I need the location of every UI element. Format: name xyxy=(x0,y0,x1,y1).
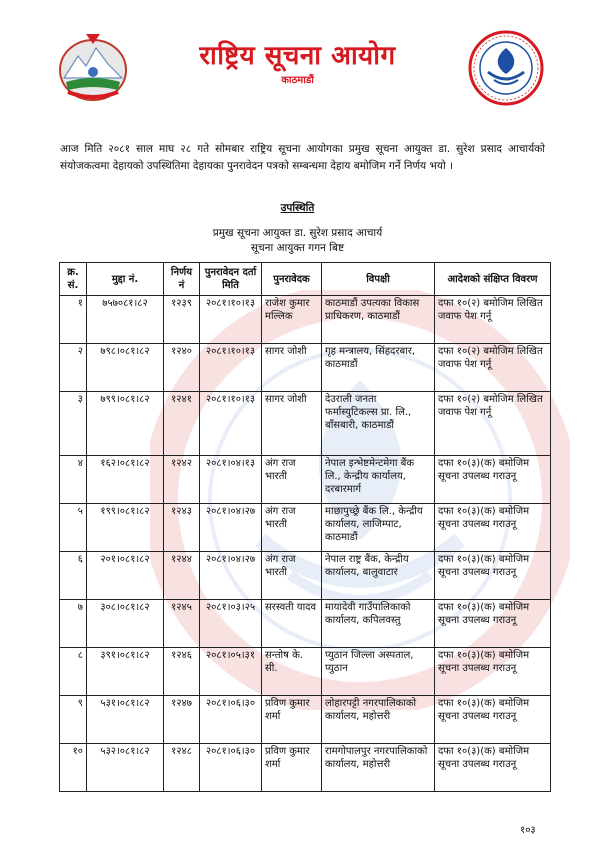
cell-appellant: अंग राज भारती xyxy=(262,504,322,552)
cell-case-no: २०१।०८१।८२ xyxy=(87,552,164,600)
cell-case-no: ५३२।०८१।८२ xyxy=(87,744,164,792)
cell-decision-no: १२४३ xyxy=(164,504,200,552)
cell-appeal-date: २०८१।०४।२७ xyxy=(200,504,262,552)
cell-respondent: प्युठान जिल्ला अस्पताल, प्युठान xyxy=(322,648,435,696)
cell-appellant: सागर जोशी xyxy=(262,392,322,456)
table-row xyxy=(60,296,551,344)
cell-case-no: ७५७०८१।८२ xyxy=(87,296,164,344)
cell-case-no: ५३१।०८१।८२ xyxy=(87,696,164,744)
table-row xyxy=(60,552,551,600)
cell-decision-no: १२३९ xyxy=(164,296,200,344)
col-header-appeal-date: पुनरावेदन दर्ता मिति xyxy=(200,263,262,296)
commission-seal-logo xyxy=(466,28,546,108)
cell-decision-no: १२४५ xyxy=(164,600,200,648)
cell-respondent: रामगोपालपुर नगरपालिकाको कार्यालय, महोत्तरी xyxy=(322,744,435,792)
cell-respondent: नेपाल राष्ट्र बैंक, केन्द्रीय कार्यालय, बालुवाटार xyxy=(322,552,435,600)
cell-serial: ८ xyxy=(60,648,87,696)
cell-case-no: १९९।०८१।८२ xyxy=(87,504,164,552)
cell-serial: ७ xyxy=(60,600,87,648)
org-title: राष्ट्रिय सूचना आयोग xyxy=(199,41,396,71)
col-header-order-summary: आदेशको संक्षिप्त विवरण xyxy=(435,263,551,296)
presence-chief-commissioner: प्रमुख सूचना आयुक्त डा. सुरेश प्रसाद आचार्य xyxy=(212,227,383,239)
cell-appeal-date: २०८१।०६।३० xyxy=(200,744,262,792)
cell-respondent: काठमाडौं उपत्यका विकास प्राधिकरण, काठमाडौं xyxy=(322,296,435,344)
cell-appellant: अंग राज भारती xyxy=(262,456,322,504)
cell-appellant: सरस्वती यादव xyxy=(262,600,322,648)
table-header-row xyxy=(60,263,551,296)
col-header-decision-no: निर्णय नं xyxy=(164,263,200,296)
table-row xyxy=(60,344,551,392)
cell-appeal-date: २०८१।१०।१३ xyxy=(200,344,262,392)
cell-decision-no: १२४१ xyxy=(164,392,200,456)
cell-respondent: माछापुच्छ्रे बैंक लि., केन्द्रीय कार्यालय, लाजिम्पाट, काठमाडौं xyxy=(322,504,435,552)
table-row xyxy=(60,744,551,792)
cell-serial: ४ xyxy=(60,456,87,504)
cell-serial: १० xyxy=(60,744,87,792)
cell-decision-no: १२४२ xyxy=(164,456,200,504)
cell-order-summary: दफा १०(३)(क) बमोजिम सूचना उपलब्ध गराउनू xyxy=(435,504,551,552)
cell-appeal-date: २०८१।०३।२५ xyxy=(200,600,262,648)
cell-appellant: सन्तोष के. सी. xyxy=(262,648,322,696)
col-header-appellant: पुनरावेदक xyxy=(262,263,322,296)
cell-serial: ५ xyxy=(60,504,87,552)
cell-serial: १ xyxy=(60,296,87,344)
table-row xyxy=(60,456,551,504)
col-header-case-no: मुद्दा नं. xyxy=(87,263,164,296)
cell-respondent: देउराली जनता फर्मास्युटिकल्स प्रा. लि., बाँसबारी, काठमाडौं xyxy=(322,392,435,456)
cell-appellant: प्रविण कुमार शर्मा xyxy=(262,696,322,744)
cell-order-summary: दफा १०(३)(क) बमोजिम सूचना उपलब्ध गराउनू xyxy=(435,600,551,648)
cell-appellant: राजेश कुमार मल्लिक xyxy=(262,296,322,344)
cell-appeal-date: २०८१।१०।१३ xyxy=(200,296,262,344)
table-row xyxy=(60,504,551,552)
cell-order-summary: दफा १०(२) बमोजिम लिखित जवाफ पेश गर्नू xyxy=(435,392,551,456)
presence-commissioner: सूचना आयुक्त गगन बिष्ट xyxy=(250,242,345,254)
cell-order-summary: दफा १०(३)(क) बमोजिम सूचना उपलब्ध गराउनू xyxy=(435,648,551,696)
cell-order-summary: दफा १०(३)(क) बमोजिम सूचना उपलब्ध गराउनू xyxy=(435,456,551,504)
cell-appeal-date: २०८१।०५।३१ xyxy=(200,648,262,696)
cell-order-summary: दफा १०(२) बमोजिम लिखित जवाफ पेश गर्नू xyxy=(435,344,551,392)
table-row xyxy=(60,600,551,648)
org-city: काठमाडौं xyxy=(281,75,314,86)
cell-case-no: ३०८।०८१।८२ xyxy=(87,600,164,648)
cell-serial: २ xyxy=(60,344,87,392)
cell-case-no: १६२।०८१।८२ xyxy=(87,456,164,504)
cell-serial: ९ xyxy=(60,696,87,744)
cell-serial: ६ xyxy=(60,552,87,600)
decisions-table xyxy=(59,262,551,792)
nepal-emblem-logo xyxy=(56,30,130,104)
cell-order-summary: दफा १०(२) बमोजिम लिखित जवाफ पेश गर्नू xyxy=(435,296,551,344)
table-row xyxy=(60,648,551,696)
col-header-serial: क्र. सं. xyxy=(60,263,87,296)
cell-appellant: अंग राज भारती xyxy=(262,552,322,600)
table-row xyxy=(60,392,551,456)
cell-order-summary: दफा १०(३)(क) बमोजिम सूचना उपलब्ध गराउनू xyxy=(435,696,551,744)
cell-respondent: नेपाल इन्भेष्टमेन्टमेगा बैंक लि., केन्द्रीय कार्यालय, दरबारमार्ग xyxy=(322,456,435,504)
decision-intro-paragraph: आज मिति २०८१ साल माघ २८ गते सोमबार राष्ट्रिय सूचना आयोगका प्रमुख सूचना आयुक्त डा. सुरेश प्रसाद आचार्यको संयोजकत्वमा देहायको उपस्थितिमा देहायका पुनरावेदन पत्रको सम्बन्धमा देहाय बमोजिम गर्ने निर्णय भयो । xyxy=(60,143,545,172)
cell-decision-no: १२४४ xyxy=(164,552,200,600)
cell-case-no: ७९९।०८१।८२ xyxy=(87,392,164,456)
page-number: १०३ xyxy=(520,825,536,836)
table-row xyxy=(60,696,551,744)
cell-appeal-date: २०८१।०४।१३ xyxy=(200,456,262,504)
cell-order-summary: दफा १०(३)(क) बमोजिम सूचना उपलब्ध गराउनू xyxy=(435,744,551,792)
cell-decision-no: १२४० xyxy=(164,344,200,392)
cell-case-no: ३९१।०८१।८२ xyxy=(87,648,164,696)
cell-appeal-date: २०८१।१०।१३ xyxy=(200,392,262,456)
cell-respondent: लोहारपट्टी नगरपालिकाको कार्यालय, महोत्तरी xyxy=(322,696,435,744)
col-header-respondent: विपक्षी xyxy=(322,263,435,296)
cell-respondent: गृह मन्त्रालय, सिंहदरबार, काठमाडौं xyxy=(322,344,435,392)
cell-appeal-date: २०८१।०४।२७ xyxy=(200,552,262,600)
cell-order-summary: दफा १०(३)(क) बमोजिम सूचना उपलब्ध गराउनू xyxy=(435,552,551,600)
cell-decision-no: १२४६ xyxy=(164,648,200,696)
cell-case-no: ७९८।०८१।८२ xyxy=(87,344,164,392)
cell-decision-no: १२४७ xyxy=(164,696,200,744)
cell-appeal-date: २०८१।०६।३० xyxy=(200,696,262,744)
cell-appellant: सागर जोशी xyxy=(262,344,322,392)
cell-serial: ३ xyxy=(60,392,87,456)
cell-appellant: प्रविण कुमार शर्मा xyxy=(262,744,322,792)
presence-heading: उपस्थिति xyxy=(280,202,315,214)
cell-decision-no: १२४८ xyxy=(164,744,200,792)
cell-respondent: मायादेवी गाउँपालिकाको कार्यालय, कपिलवस्तु xyxy=(322,600,435,648)
